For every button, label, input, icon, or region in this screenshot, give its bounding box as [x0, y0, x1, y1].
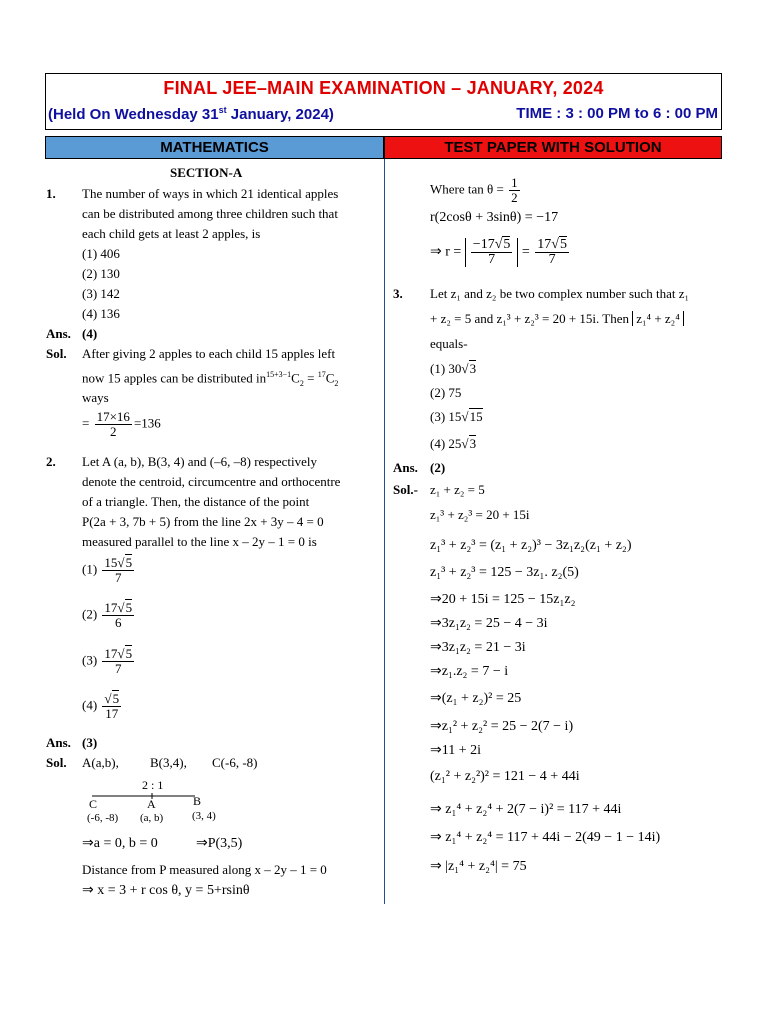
- q3-option: (2) 75: [430, 385, 462, 400]
- paper-type-band: TEST PAPER WITH SOLUTION: [384, 136, 722, 159]
- q1-solution-line: ways: [82, 390, 109, 405]
- q2-coord-a: (a, b): [140, 812, 164, 824]
- exam-time: TIME : 3 : 00 PM to 6 : 00 PM: [516, 105, 718, 122]
- q2-point-p: ⇒P(3,5): [196, 836, 243, 851]
- q3-step: z₁ + z₂ = 5: [430, 482, 485, 497]
- q3-step: ⇒3z₁z₂ = 25 − 4 − 3i: [430, 616, 548, 631]
- q2-segment: [90, 793, 200, 801]
- q2-line: P(2a + 3, 7b + 5) from the line 2x + 3y – 4 = 0: [82, 514, 324, 529]
- q3-answer-label: Ans.: [393, 460, 418, 475]
- q3-step: ⇒3z₁z₂ = 21 − 3i: [430, 640, 526, 655]
- q3-step: ⇒11 + 2i: [430, 743, 481, 758]
- q2-line: of a triangle. Then, the distance of the point: [82, 494, 310, 509]
- q1-line: each child gets at least 2 apples, is: [82, 226, 261, 241]
- q2-option: (2) $\frac{17√5}{6}$: [82, 600, 133, 630]
- q3-step: ⇒z₁.z₂ = 7 − i: [430, 664, 509, 679]
- q3-step: ⇒20 + 15i = 125 − 15z₁z₂: [430, 592, 576, 607]
- q2-coord-b: (3, 4): [192, 810, 216, 822]
- q1-solution-line: After giving 2 apples to each child 15 apples left: [82, 346, 336, 361]
- q2-parametric: ⇒ x = 3 + r cos θ, y = 5+rsinθ: [82, 883, 250, 898]
- q2-implication: ⇒a = 0, b = 0: [82, 836, 158, 851]
- q3-number: 3.: [393, 286, 403, 301]
- q1-option: (1) 406: [82, 246, 120, 261]
- q3-option: (4) 25√3: [430, 436, 477, 451]
- q2-label-b: B: [193, 794, 202, 808]
- exam-header: [45, 73, 722, 130]
- q3-step: ⇒ z₁⁴ + z₂⁴ = 117 + 44i − 2(49 − 1 − 14i): [430, 830, 661, 845]
- q2-solution-label: Sol.: [46, 755, 67, 770]
- q2-label-a: A: [147, 797, 156, 811]
- section-heading: SECTION-A: [170, 165, 243, 180]
- q1-answer: (4): [82, 326, 98, 341]
- q1-line: can be distributed among three children such that: [82, 206, 338, 221]
- q3-line: + z₂ = 5 and z₁³ + z₂³ = 20 + 15i. Then z₁⁴ + z₂⁴: [430, 311, 684, 327]
- q3-line: Let z₁ and z₂ be two complex number such that z₁: [430, 286, 690, 301]
- r-equation: r(2cosθ + 3sinθ) = −17: [430, 210, 559, 225]
- q2-answer-label: Ans.: [46, 735, 71, 750]
- q3-step: ⇒ |z₁⁴ + z₂⁴| = 75: [430, 859, 527, 874]
- q1-option: (2) 130: [82, 266, 120, 281]
- q2-distance-line: Distance from P measured along x – 2y – 1 = 0: [82, 862, 327, 877]
- q1-option: (4) 136: [82, 306, 120, 321]
- q3-option: (3) 15√15: [430, 409, 483, 424]
- q1-line: The number of ways in which 21 identical apples: [82, 186, 339, 201]
- q1-answer-label: Ans.: [46, 326, 71, 341]
- q2-line: measured parallel to the line x – 2y – 1 = 0 is: [82, 534, 317, 549]
- q3-step: ⇒ z₁⁴ + z₂⁴ + 2(7 − i)² = 117 + 44i: [430, 802, 622, 817]
- column-divider: [384, 159, 385, 904]
- q3-step: z₁³ + z₂³ = (z₁ + z₂)³ − 3z₁z₂(z₁ + z₂): [430, 538, 632, 553]
- q3-option: (1) 30√3: [430, 361, 477, 376]
- q2-label-c: C: [89, 797, 98, 811]
- q2-option: (1) $\frac{15√5}{7}$: [82, 555, 133, 585]
- q1-option: (3) 142: [82, 286, 120, 301]
- q2-point: A(a,b),: [82, 755, 119, 770]
- q2-number: 2.: [46, 454, 56, 469]
- exam-held-date: (Held On Wednesday 31st January, 2024): [48, 105, 334, 123]
- exam-title: FINAL JEE–MAIN EXAMINATION – JANUARY, 2024: [163, 78, 604, 98]
- q2-line: Let A (a, b), B(3, 4) and (–6, –8) respectively: [82, 454, 318, 469]
- q3-step: z₁³ + z₂³ = 20 + 15i: [430, 507, 530, 522]
- q3-solution-label: Sol.-: [393, 482, 418, 497]
- q2-option: (3) $\frac{17√5}{7}$: [82, 646, 133, 676]
- subject-band: MATHEMATICS: [45, 136, 384, 159]
- q2-point: C(-6, -8): [212, 755, 258, 770]
- q3-line: equals-: [430, 336, 468, 351]
- q3-step: ⇒z₁² + z₂² = 25 − 2(7 − i): [430, 719, 574, 734]
- q3-answer: (2): [430, 460, 446, 475]
- where-tan: Where tan θ = $\frac{1}{2}$: [430, 175, 518, 205]
- q2-answer: (3): [82, 735, 98, 750]
- q2-coord-c: (-6, -8): [87, 812, 119, 824]
- q2-ratio: 2 : 1: [142, 778, 164, 792]
- q2-line: denote the centroid, circumcentre and orthocentre: [82, 474, 341, 489]
- q3-step: ⇒(z₁ + z₂)² = 25: [430, 691, 522, 706]
- q1-solution-fraction: = $\frac{17\times 16}{2}$ =136: [82, 409, 161, 439]
- q1-solution-label: Sol.: [46, 346, 67, 361]
- r-value: ⇒ r = $\frac{-17√5}{7}$ = $\frac{17√5}{7}$: [430, 237, 567, 267]
- q2-point: B(3,4),: [150, 755, 187, 770]
- q3-step: z₁³ + z₂³ = 125 − 3z₁. z₂(5): [430, 565, 579, 580]
- q1-solution-line: now 15 apples can be distributed $in^{15+3-1}C_2 = ^{17}C_2$: [82, 370, 339, 388]
- q1-number: 1.: [46, 186, 56, 201]
- q2-option: (4) $\frac{√5}{17}$: [82, 691, 120, 721]
- q3-step: (z₁² + z₂²)² = 121 − 4 + 44i: [430, 769, 580, 784]
